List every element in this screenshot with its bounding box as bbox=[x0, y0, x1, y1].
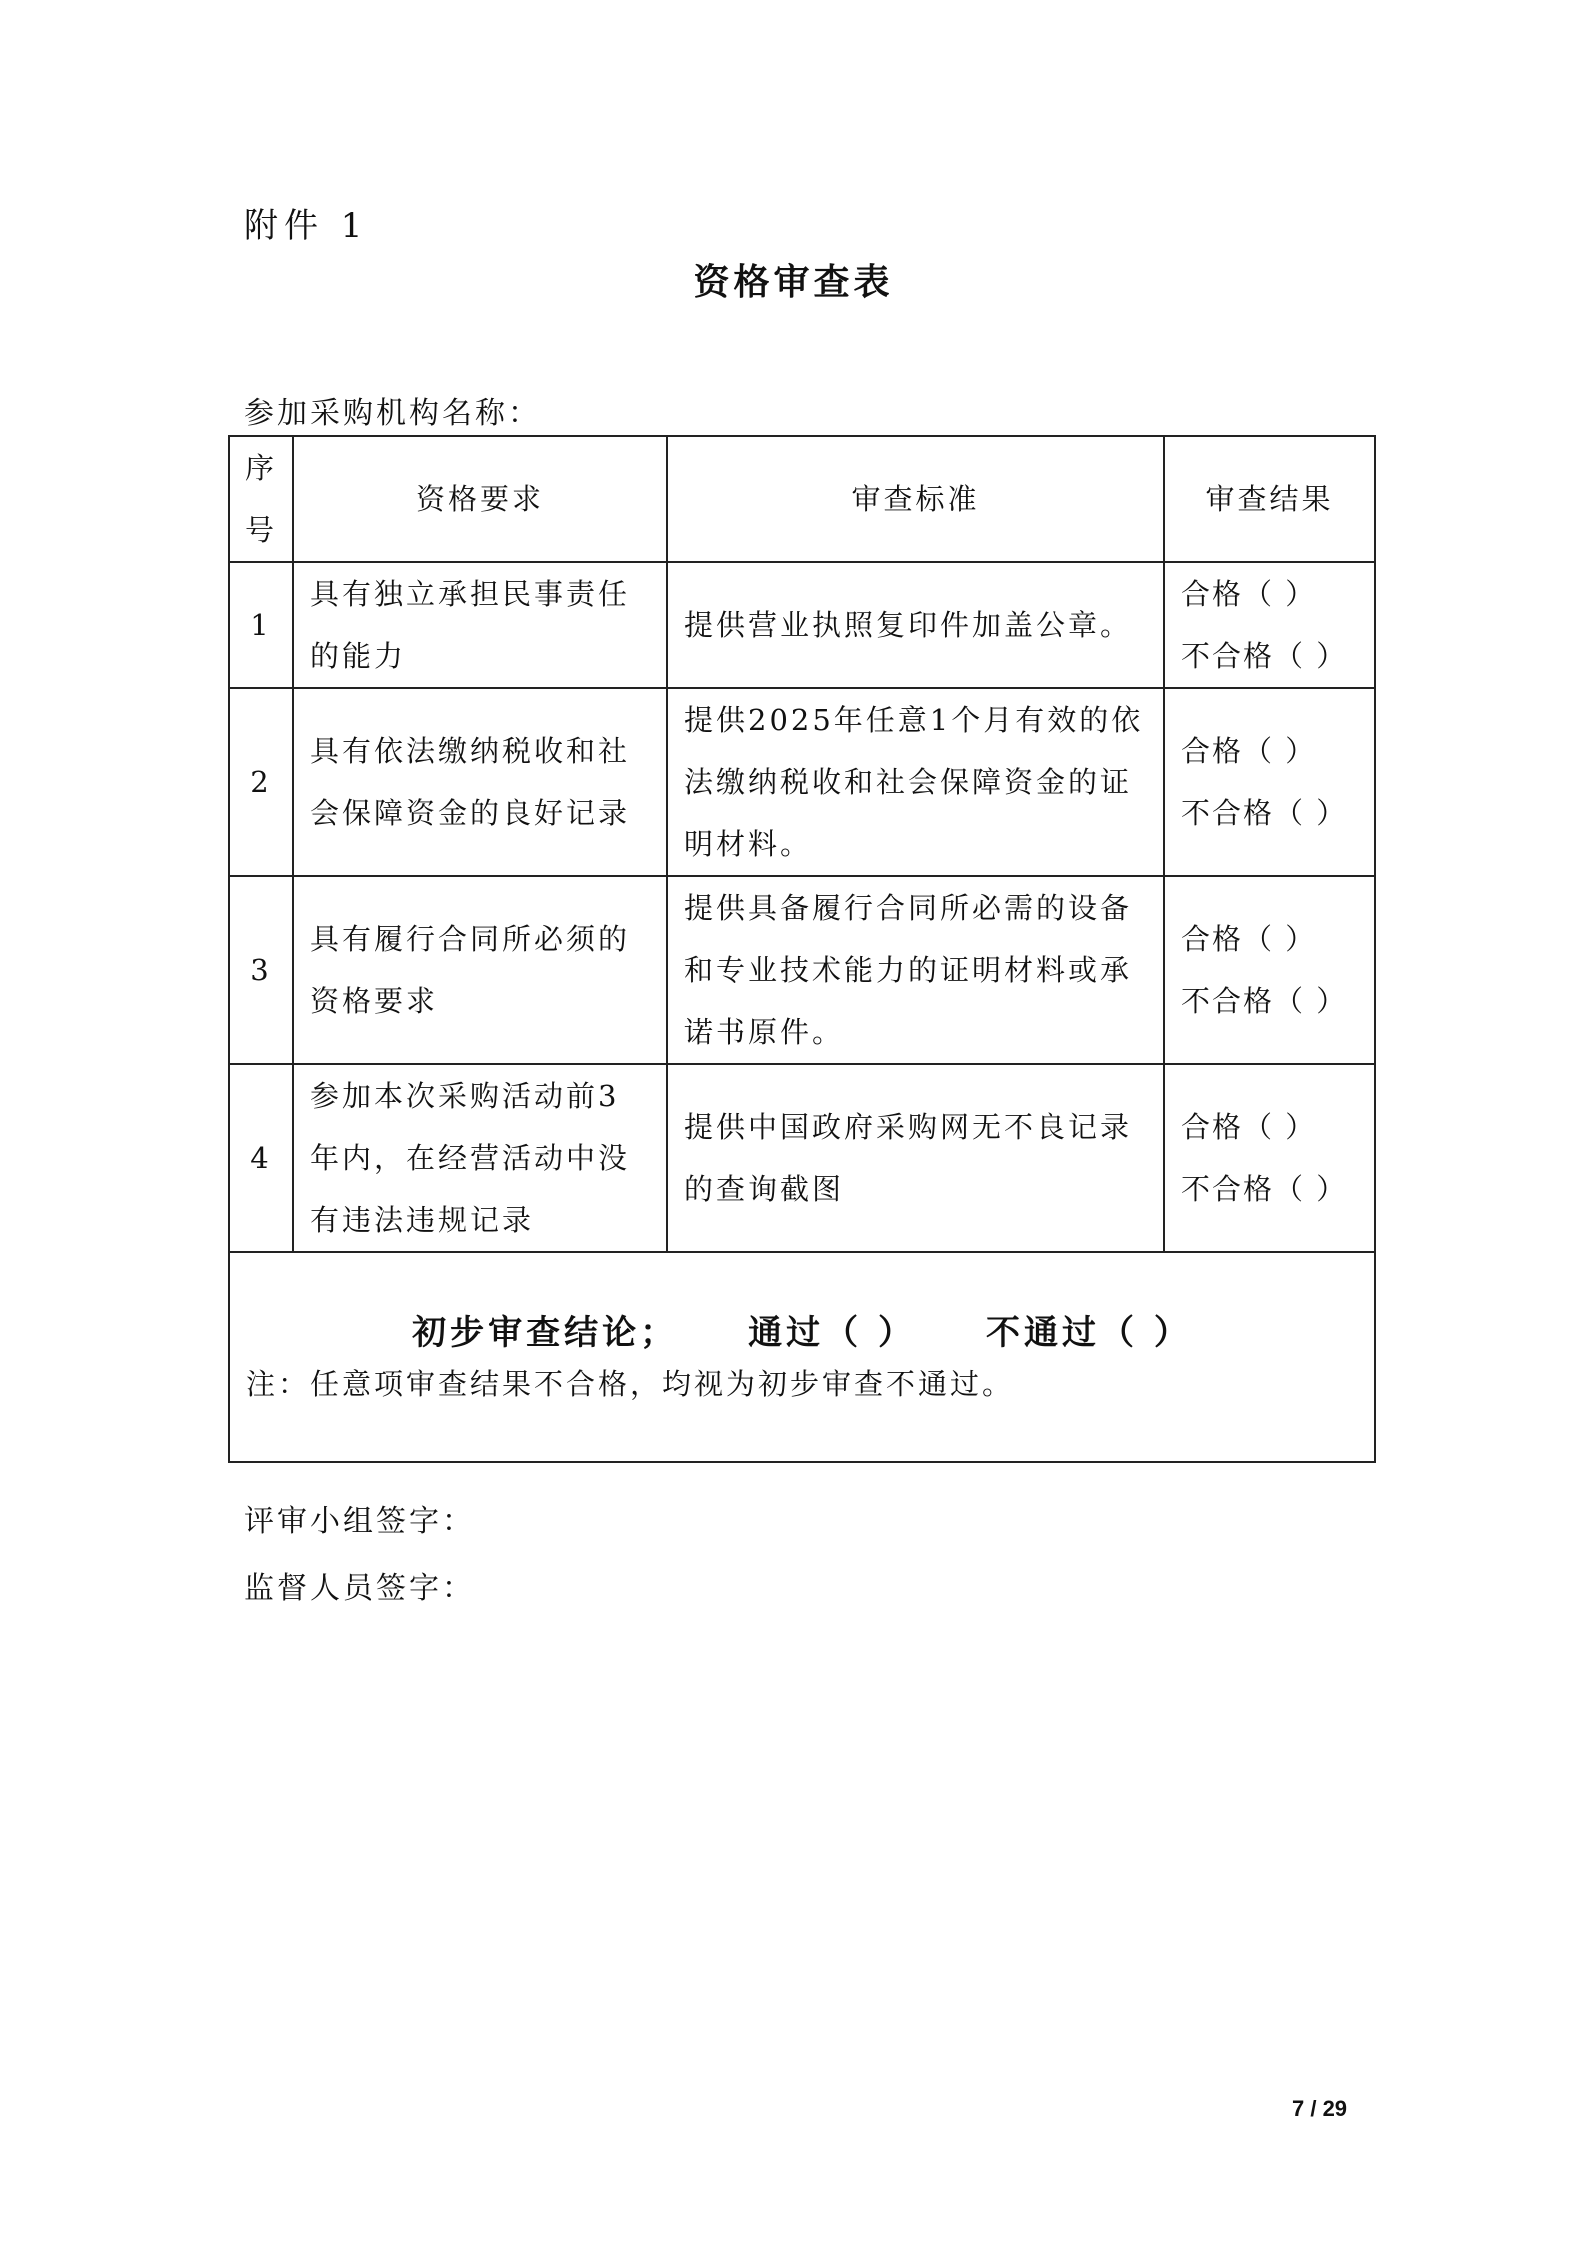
conclusion-cell bbox=[229, 1252, 1375, 1462]
result-cell bbox=[1164, 688, 1375, 876]
requirement-cell: 具有依法缴纳税收和社会保障资金的良好记录 bbox=[293, 688, 667, 876]
table-row bbox=[229, 562, 1375, 688]
conclusion-row bbox=[229, 1252, 1375, 1462]
standard-cell: 提供具备履行合同所必需的设备和专业技术能力的证明材料或承诺书原件。 bbox=[667, 876, 1164, 1064]
fail-option: 不合格（ ） bbox=[1181, 639, 1348, 673]
fail-option: 不合格（ ） bbox=[1181, 984, 1348, 1018]
result-cell bbox=[1164, 562, 1375, 688]
result-cell bbox=[1164, 876, 1375, 1064]
conclusion-line bbox=[246, 1305, 1358, 1361]
standard-cell: 提供2025年任意1个月有效的依法缴纳税收和社会保障资金的证明材料。 bbox=[667, 688, 1164, 876]
qualification-table bbox=[228, 435, 1376, 1463]
row-number: 1 bbox=[229, 562, 293, 688]
org-name-label: 参加采购机构名称： bbox=[244, 396, 541, 431]
pass-option: 合格（ ） bbox=[1181, 1110, 1317, 1144]
conclusion-pass-option: 通过（ ） bbox=[748, 1313, 916, 1353]
header-standard: 审查标准 bbox=[667, 436, 1164, 562]
pass-option: 合格（ ） bbox=[1181, 577, 1317, 611]
pass-option: 合格（ ） bbox=[1181, 734, 1317, 768]
standard-cell: 提供中国政府采购网无不良记录的查询截图 bbox=[667, 1064, 1164, 1252]
row-number: 2 bbox=[229, 688, 293, 876]
row-number: 4 bbox=[229, 1064, 293, 1252]
fail-option: 不合格（ ） bbox=[1181, 1172, 1348, 1206]
requirement-cell: 具有独立承担民事责任的能力 bbox=[293, 562, 667, 688]
review-panel-signature-label: 评审小组签字： bbox=[244, 1504, 475, 1539]
standard-cell: 提供营业执照复印件加盖公章。 bbox=[667, 562, 1164, 688]
table-row bbox=[229, 876, 1375, 1064]
requirement-cell: 具有履行合同所必须的资格要求 bbox=[293, 876, 667, 1064]
header-no: 序号 bbox=[229, 436, 293, 562]
fail-option: 不合格（ ） bbox=[1181, 796, 1348, 830]
row-number: 3 bbox=[229, 876, 293, 1064]
attachment-label: 附件 1 bbox=[244, 206, 369, 246]
supervisor-signature-label: 监督人员签字： bbox=[244, 1571, 475, 1606]
page-number: 7 / 29 bbox=[1292, 2096, 1348, 2121]
table-row bbox=[229, 688, 1375, 876]
requirement-cell: 参加本次采购活动前3年内，在经营活动中没有违法违规记录 bbox=[293, 1064, 667, 1252]
conclusion-label: 初步审查结论； bbox=[412, 1313, 679, 1353]
table-header-row bbox=[229, 436, 1375, 562]
result-cell bbox=[1164, 1064, 1375, 1252]
table-note: 注：任意项审查结果不合格，均视为初步审查不通过。 bbox=[246, 1367, 1015, 1401]
pass-option: 合格（ ） bbox=[1181, 922, 1317, 956]
conclusion-fail-option: 不通过（ ） bbox=[986, 1313, 1192, 1353]
table-row bbox=[229, 1064, 1375, 1252]
header-requirement: 资格要求 bbox=[293, 436, 667, 562]
page-title: 资格审查表 bbox=[693, 261, 894, 303]
header-result: 审查结果 bbox=[1164, 436, 1375, 562]
